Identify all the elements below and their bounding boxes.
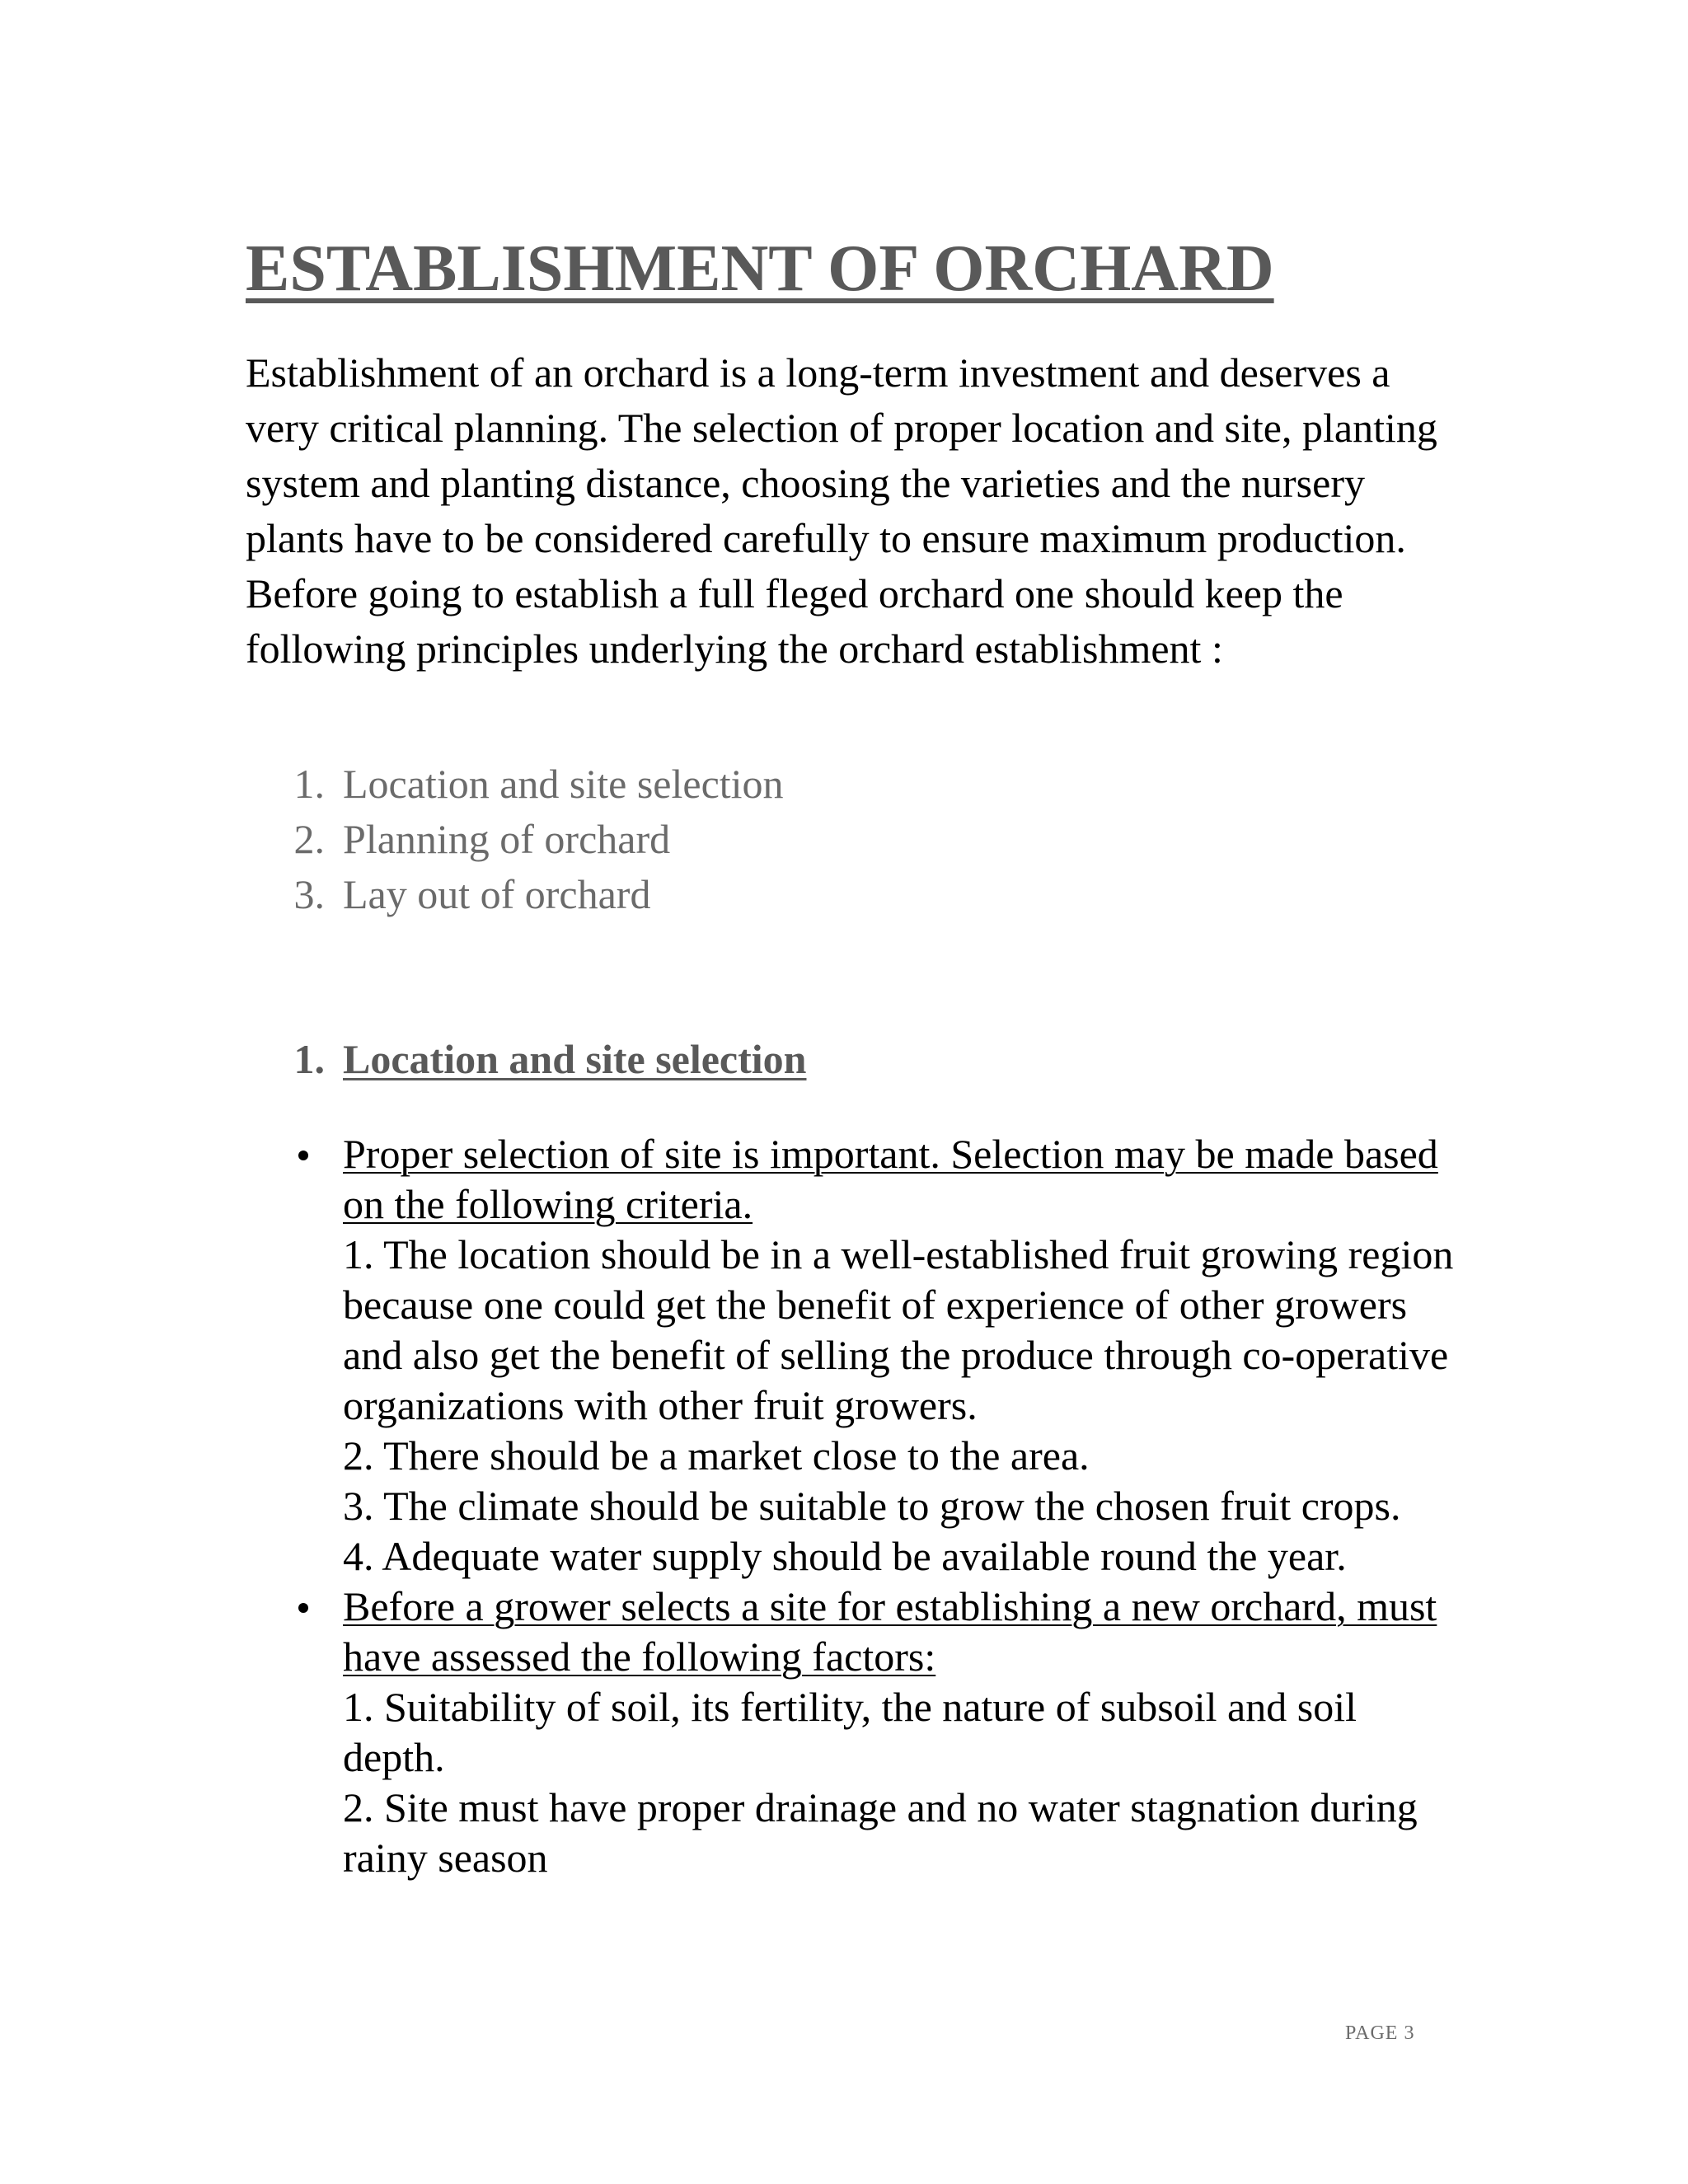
principles-list — [246, 757, 1400, 922]
principle-label: Location and site selection — [343, 761, 784, 807]
bullet-dot-icon — [246, 1129, 343, 1582]
principle-number: 1. — [293, 761, 325, 807]
criteria-item: 3. The climate should be suitable to grow the chosen fruit crops. — [343, 1483, 1401, 1529]
factor-item: 2. Site must have proper drainage and no water stagnation during rainy season — [343, 1784, 1418, 1881]
principle-label: Lay out of orchard — [343, 871, 651, 917]
page-number: PAGE 3 — [1345, 2022, 1415, 2044]
bullet-lead: Proper selection of site is important. Selection may be made based on the following criteria. — [343, 1131, 1438, 1227]
section-heading — [246, 1032, 806, 1087]
bullet-content — [343, 1582, 1457, 1883]
principle-number: 3. — [293, 871, 325, 917]
bullet-dot-icon — [246, 1582, 343, 1883]
factor-item: 1. Suitability of soil, its fertility, the nature of subsoil and soil depth. — [343, 1684, 1357, 1780]
bullet-item — [246, 1582, 1457, 1883]
section-number: 1. — [293, 1036, 325, 1082]
bullet-item — [246, 1129, 1457, 1582]
principle-item — [246, 867, 1400, 922]
criteria-bullet-list — [246, 1129, 1457, 1883]
bullet-lead: Before a grower selects a site for establishing a new orchard, must have assessed the following factors: — [343, 1583, 1437, 1680]
principle-number: 2. — [293, 816, 325, 862]
bullet-content — [343, 1129, 1457, 1582]
criteria-item: 1. The location should be in a well-established fruit growing region because one could get the benefit of experience of other growers and also get the benefit of selling the produce through co-operative organizations with other fruit growers. — [343, 1231, 1454, 1428]
criteria-item: 2. There should be a market close to the area. — [343, 1432, 1090, 1479]
intro-paragraph: Establishment of an orchard is a long-term investment and deserves a very critical planning. The selection of proper location and site, planting system and planting distance, choosing the varieties and the nursery plants have to be considered carefully to ensure maximum production. Before going to establish a full fleged orchard one should keep the following principles underlying the orchard establishment : — [246, 349, 1437, 672]
principle-item — [246, 757, 1400, 812]
criteria-item: 4. Adequate water supply should be available round the year. — [343, 1533, 1347, 1579]
page-title: ESTABLISHMENT OF ORCHARD — [246, 232, 1274, 305]
section-heading-label: Location and site selection — [343, 1036, 807, 1082]
principle-item — [246, 812, 1400, 867]
principle-label: Planning of orchard — [343, 816, 671, 862]
